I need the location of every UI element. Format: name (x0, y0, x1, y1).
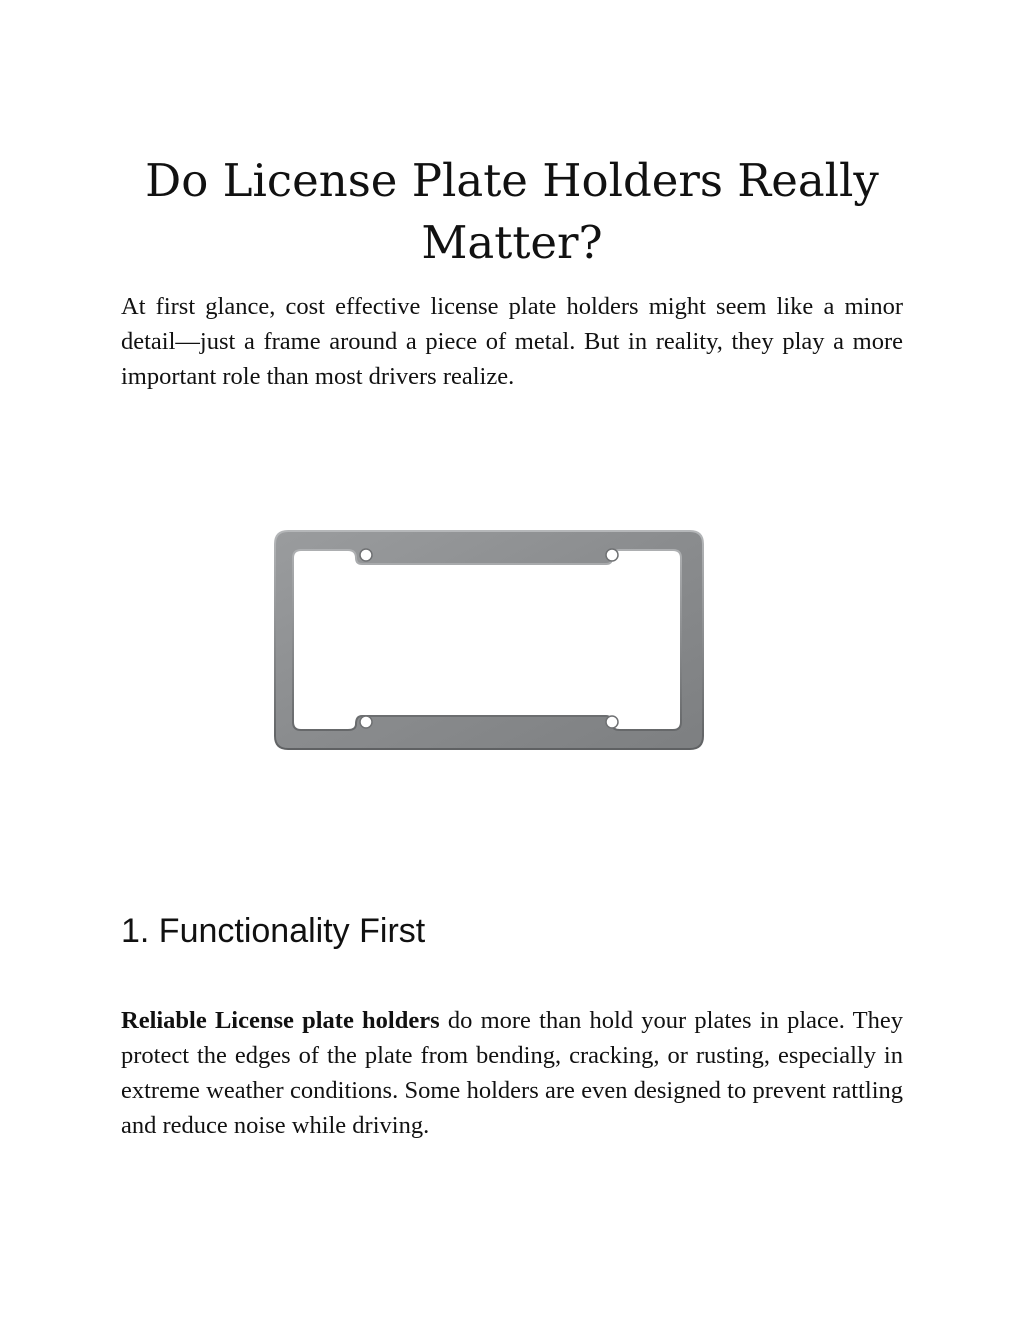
section-heading: 1. Functionality First (121, 912, 426, 950)
license-plate-frame-icon (272, 528, 706, 752)
intro-paragraph: At first glance, cost effective license plate holders might seem like a minor detail—just a frame around a piece of metal. But in reality, they play a more important role than most drivers realize. (121, 293, 903, 390)
bold-lead-text: Reliable License plate holders (121, 1007, 440, 1034)
section-paragraph-text: do more than hold your plates in place. They protect the edges of the plate from bending, cracking, or rusting, especially in extreme weather conditions. Some holders are even designed to prevent rattling and reduce noise while driving. (121, 1007, 903, 1139)
section-paragraph (121, 1003, 903, 1143)
license-plate-frame-image (272, 528, 706, 752)
page-title: Do License Plate Holders Really Matter? (145, 154, 879, 269)
